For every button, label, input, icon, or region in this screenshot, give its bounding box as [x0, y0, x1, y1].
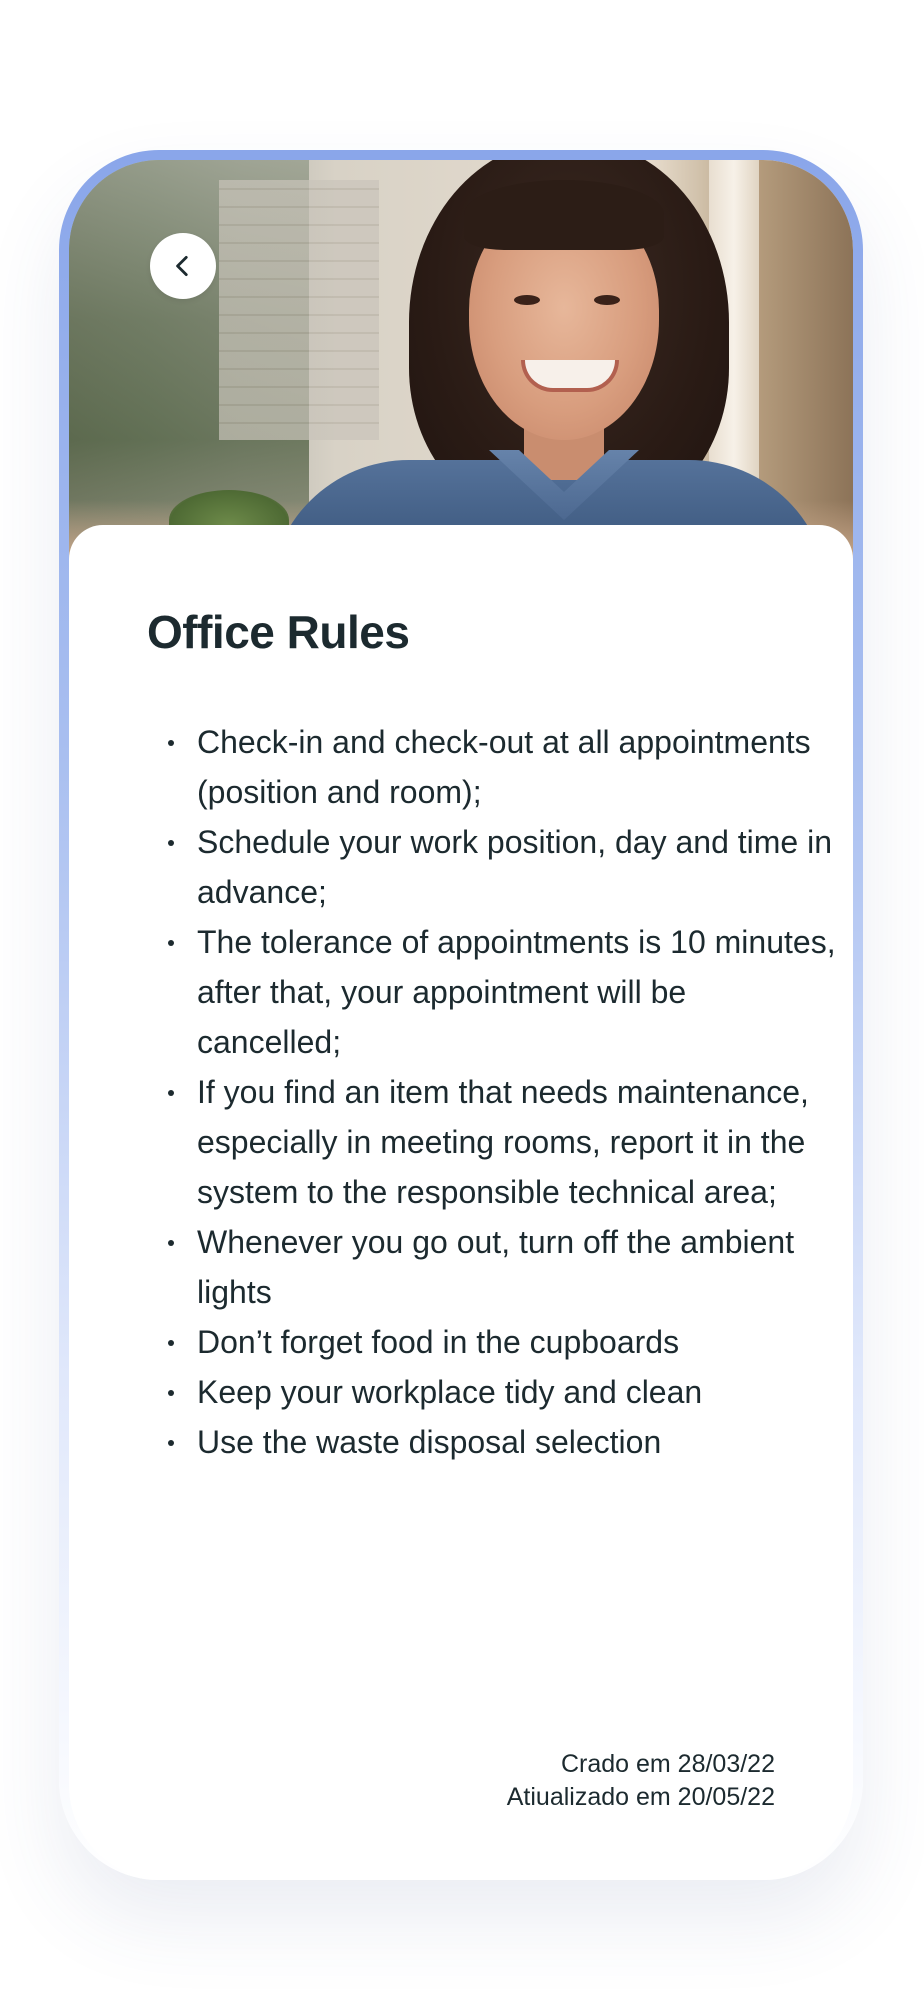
content-card — [69, 525, 853, 1880]
rules-list — [147, 717, 837, 1467]
rule-item: Whenever you go out, turn off the ambient lights — [197, 1217, 837, 1317]
hero-person-eye-right — [594, 295, 620, 305]
rule-item: Schedule your work position, day and time in advance; — [197, 817, 837, 917]
hero-background-bricks — [219, 180, 379, 440]
hero-person-bangs — [464, 180, 664, 250]
rule-item: Use the waste disposal selection — [197, 1417, 837, 1467]
dates-block — [507, 1748, 775, 1814]
chevron-left-icon — [170, 253, 196, 279]
rule-item: Keep your workplace tidy and clean — [197, 1367, 837, 1417]
updated-date: Atiualizado em 20/05/22 — [506, 1783, 775, 1811]
rule-item: Check-in and check-out at all appointments (position and room); — [197, 717, 837, 817]
phone-frame — [59, 150, 863, 1880]
rule-item: Don’t forget food in the cupboards — [197, 1317, 837, 1367]
rule-item: The tolerance of appointments is 10 minutes, after that, your appointment will be cancelled; — [197, 917, 837, 1067]
hero-person-eye-left — [514, 295, 540, 305]
page-title: Office Rules — [147, 606, 410, 658]
rule-item: If you find an item that needs maintenance, especially in meeting rooms, report it in the system to the responsible technical area; — [197, 1067, 837, 1217]
back-button[interactable] — [150, 233, 216, 299]
created-date: Crado em 28/03/22 — [560, 1750, 775, 1778]
hero-photo — [69, 160, 853, 560]
phone-screen — [69, 160, 853, 1880]
